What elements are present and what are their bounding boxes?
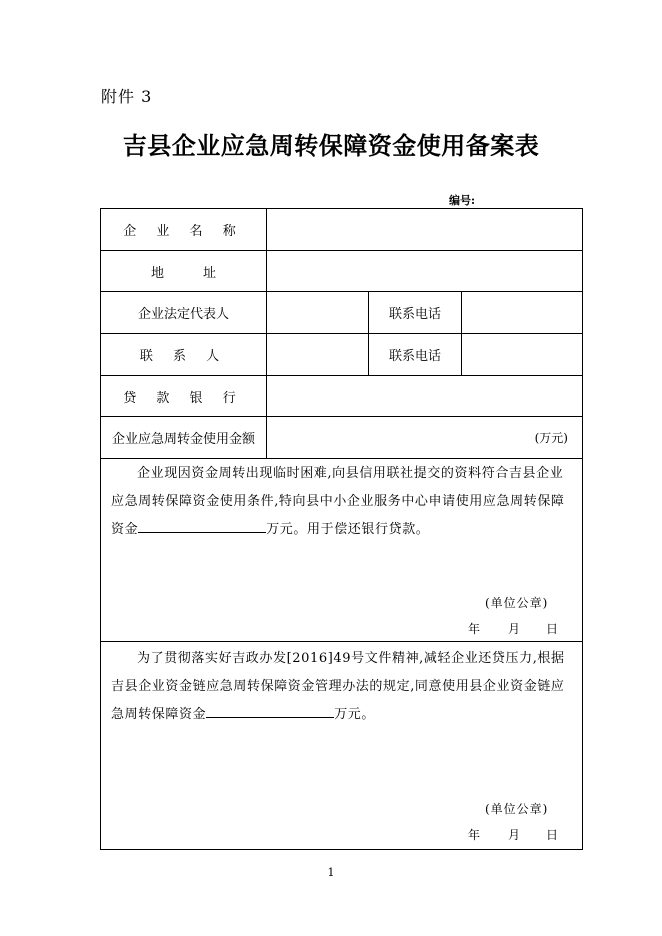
application-month: 月: [508, 622, 521, 636]
company-name-label: 企 业 名 称: [123, 224, 244, 239]
application-year: 年: [468, 622, 481, 636]
application-amount-blank[interactable]: [138, 518, 266, 533]
approval-year: 年: [468, 828, 481, 842]
application-section: [101, 459, 582, 642]
approval-month: 月: [508, 828, 521, 842]
approval-seal: (单位公章): [485, 802, 549, 816]
approval-text: [111, 645, 573, 729]
filing-form-table: [100, 208, 583, 850]
row-legal-representative: [101, 292, 582, 334]
amount-field[interactable]: [266, 417, 582, 458]
approval-amount-blank[interactable]: [206, 703, 334, 718]
application-text-part2: 万元。用于偿还银行贷款。: [266, 522, 430, 537]
amount-label: 企业应急周转金使用金额: [111, 432, 255, 447]
legal-representative-label: 企业法定代表人: [137, 307, 229, 322]
approval-section: [101, 642, 582, 849]
row-amount: [101, 417, 582, 459]
row-contact-person: [101, 334, 582, 376]
phone-label-2: 联系电话: [368, 334, 461, 375]
page-number: 1: [327, 866, 335, 879]
application-day: 日: [546, 622, 559, 636]
application-text-part1: 企业现因资金周转出现临时困难,向县信用联社提交的资料符合吉县企业应急周转保障资金使用条件,特向县中小企业服务中心申请使用应急周转保障资金: [111, 466, 565, 537]
address-field[interactable]: [266, 251, 582, 291]
row-company-name: [101, 209, 582, 251]
legal-representative-field[interactable]: [266, 292, 368, 333]
contact-person-field[interactable]: [266, 334, 368, 375]
contact-person-label: 联 系 人: [139, 349, 228, 364]
application-text: [111, 460, 573, 544]
document-title: 吉县企业应急周转保障资金使用备案表: [122, 131, 540, 160]
approval-day: 日: [546, 828, 559, 842]
amount-unit: (万元): [534, 431, 568, 445]
application-seal: (单位公章): [485, 596, 549, 610]
phone-label-1: 联系电话: [368, 292, 461, 333]
row-address: [101, 251, 582, 292]
company-name-field[interactable]: [266, 209, 582, 250]
approval-text-part1: 为了贯彻落实好吉政办发[2016]49号文件精神,减轻企业还贷压力,根据吉县企业资金链应急周转保障资金管理办法的规定,同意使用县企业资金链应急周转保障资金: [111, 651, 565, 722]
phone-field-1[interactable]: [461, 292, 582, 333]
address-label: 地 址: [150, 265, 216, 281]
serial-number-label: 编号:: [449, 194, 476, 207]
loan-bank-label: 贷 款 银 行: [123, 390, 244, 406]
approval-text-part2: 万元。: [334, 707, 376, 722]
attachment-label: 附件 3: [101, 87, 153, 106]
approval-date: [468, 826, 558, 843]
phone-field-2[interactable]: [461, 334, 582, 375]
row-loan-bank: [101, 376, 582, 417]
application-date: [468, 620, 558, 637]
loan-bank-field[interactable]: [266, 376, 582, 416]
